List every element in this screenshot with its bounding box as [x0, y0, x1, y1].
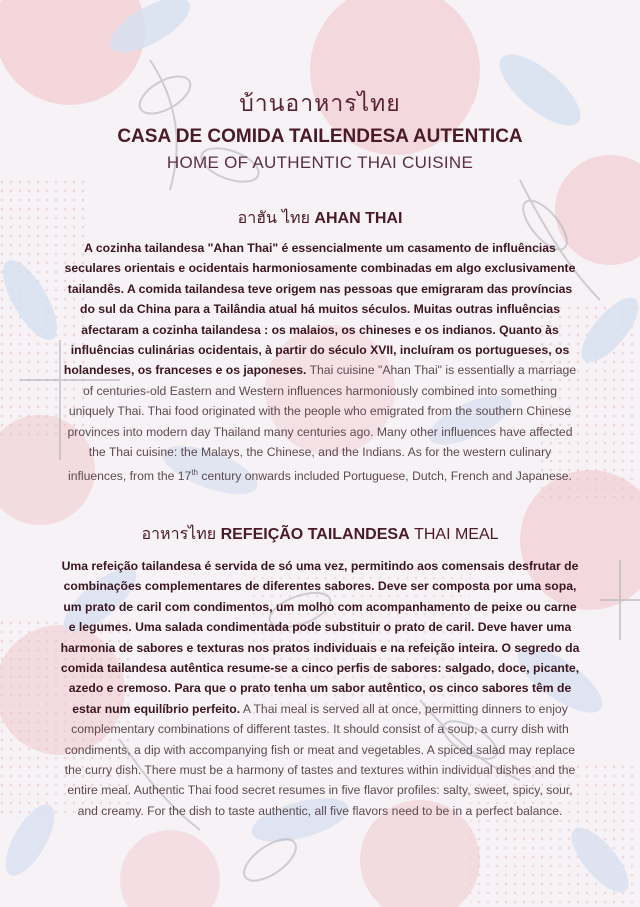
section-heading-bold: AHAN THAI — [314, 210, 403, 227]
section-paragraph-thai-meal — [60, 556, 580, 821]
section-heading-thai: อาฮัน ไทย — [237, 208, 310, 227]
paragraph-english-part: Thai cuisine "Ahan Thai" is essentially a marriage of centuries-old Eastern and Western influences harmoniously combined into something uniquely Thai. Thai food originated with the people who emigrated from the southern Chinese provinces into modern day Thailand many centuries ago. Many other influences have affected the Thai cuisine: the Malays, the Chinese, and the Indians. As for the western culinary influences, from the 17 — [67, 363, 577, 483]
superscript-th: th — [191, 467, 198, 477]
section-paragraph-ahan-thai — [60, 238, 580, 486]
section-heading-bold: REFEIÇÃO TAILANDESA — [220, 526, 410, 543]
paragraph-english — [68, 363, 577, 482]
section-heading-thai: อาหารไทย — [141, 524, 217, 543]
english-title: HOME OF AUTHENTIC THAI CUISINE — [166, 153, 474, 172]
paragraph-english-end: century onwards included Portuguese, Dutch, French and Japanese. — [198, 468, 572, 483]
section-heading-ahan-thai — [0, 206, 640, 231]
section-heading-english: THAI MEAL — [414, 526, 499, 543]
paragraph-portuguese: A cozinha tailandesa "Ahan Thai" é essencialmente um casamento de influências seculares orientais e ocidentais harmoniosamente combinadas em algo exclusivamente tailandês. A comida tailandesa teve origem nas pessoas que emigraram das províncias do sul da China para a Tailândia atual há muitos séculos. Muitas outras influências afectaram a cozinha tailandesa : os malaios, os chineses e os indianos. Quanto às influências culinárias ocidentais, à partir do século XVII, incluíram os portugueses, os holandeses, os franceses e os japoneses. — [63, 241, 576, 378]
portuguese-title: CASA DE COMIDA TAILENDESA AUTENTICA — [117, 126, 523, 147]
section-heading-thai-meal — [0, 522, 640, 547]
thai-title: บ้านอาหารไทย — [239, 91, 401, 117]
paragraph-portuguese: Uma refeição tailandesa é servida de só uma vez, permitindo aos comensais desfrutar de combinações complementares de diferentes sabores. Deve ser composta por uma sopa, um prato de caril com condimentos, um molho com acompanhamento de peixe ou carne e legumes. Uma salada condimentada pode substituir o prato de caril. Deve haver uma harmonia de sabores e texturas nos pratos individuais e na refeição inteira. O segredo da comida tailandesa autêntica resume-se a cinco perfis de sabores: salgado, doce, picante, azedo e cremoso. Para que o prato tenha um sabor autêntico, os cinco sabores têm de estar num equilíbrio perfeito. — [60, 559, 580, 716]
paragraph-english: A Thai meal is served all at once, permitting dinners to enjoy complementary combinations of different tastes. It should consist of a soup, a curry dish with condiments, a dip with accompanying fish or meat and vegetables. A spiced salad may replace the curry dish. There must be a harmony of tastes and textures within individual dishes and the entire meal. Authentic Thai food secret resumes in five flavor profiles: salty, sweet, spicy, sour, and creamy. For the dish to taste authentic, all five flavors need to be in a perfect balance. — [64, 701, 576, 818]
